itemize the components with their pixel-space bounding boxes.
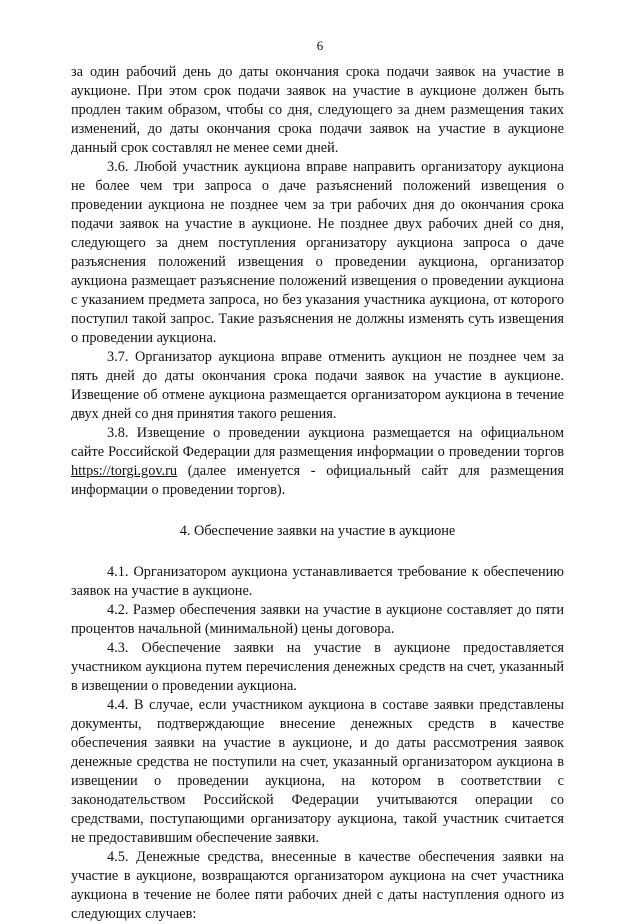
paragraph-4-3: 4.3. Обеспечение заявки на участие в аукционе предоставляется участником аукциона путем перечисления денежных средств на счет, указанный в извещении о проведении аукциона. (71, 640, 564, 694)
paragraph-continuation: за один рабочий день до даты окончания срока подачи заявок на участие в аукционе. При этом срок подачи заявок на участие в аукционе должен быть продлен таким образом, чтобы со дня, следующего за днем размещения таких изменений, до даты окончания срока подачи заявок на участие в аукционе данный срок составлял не менее семи дней. (71, 64, 564, 156)
paragraph-3-8 (71, 424, 564, 500)
torgi-link[interactable]: https://torgi.gov.ru (71, 463, 178, 479)
paragraph-4-2: 4.2. Размер обеспечения заявки на участие в аукционе составляет до пяти процентов начальной (минимальной) цены договора. (71, 602, 564, 637)
document-body (71, 63, 564, 924)
paragraph-3-8-text-start: 3.8. Извещение о проведении аукциона размещается на официальном сайте Российской Федерации для размещения информации о проведении торгов (71, 425, 564, 460)
paragraph-4-4: 4.4. В случае, если участником аукциона в составе заявки представлены документы, подтверждающие внесение денежных средств в качестве обеспечения заявки на участие в аукционе, и до даты рассмотрения заявок денежные средства не поступили на счет, указанный организатором аукциона в извещении о проведении аукциона, на котором в соответствии с законодательством Российской Федерации учитываются операции со средствами, поступающими организатору аукциона, такой участник считается не предоставившим обеспечение заявки. (71, 697, 564, 846)
paragraph-3-7: 3.7. Организатор аукциона вправе отменить аукцион не позднее чем за пять дней до даты окончания срока подачи заявок на участие в аукционе. Извещение об отмене аукциона размещается организатором аукциона в течение двух дней со дня принятия такого решения. (71, 349, 564, 422)
paragraph-4-1: 4.1. Организатором аукциона устанавливается требование к обеспечению заявок на участие в аукционе. (71, 564, 564, 599)
section-heading: 4. Обеспечение заявки на участие в аукционе (179, 523, 456, 539)
page-number: 6 (316, 38, 324, 53)
paragraph-3-8-text-end: (далее именуется - официальный сайт для размещения информации о проведении торгов). (71, 463, 564, 498)
paragraph-3-6: 3.6. Любой участник аукциона вправе направить организатору аукциона не более чем три запроса о даче разъяснений положений извещения о проведении аукциона не позднее чем за три рабочих дня до окончания срока подачи заявок на участие в аукционе. Не позднее двух рабочих дней со дня, следующего за днем поступления организатору аукциона запроса о даче разъяснения положений извещения о проведении аукциона, организатор аукциона размещает разъяснение положений извещения о проведении аукциона с указанием предмета запроса, но без указания участника аукциона, от которого поступил такой запрос. Такие разъяснения не должны изменять суть извещения о проведении аукциона. (71, 159, 564, 346)
paragraph-4-5: 4.5. Денежные средства, внесенные в качестве обеспечения заявки на участие в аукционе, возвращаются организатором аукциона на счет участника аукциона в течение не более пяти рабочих дней с даты наступления одного из следующих случаев: (71, 849, 564, 922)
